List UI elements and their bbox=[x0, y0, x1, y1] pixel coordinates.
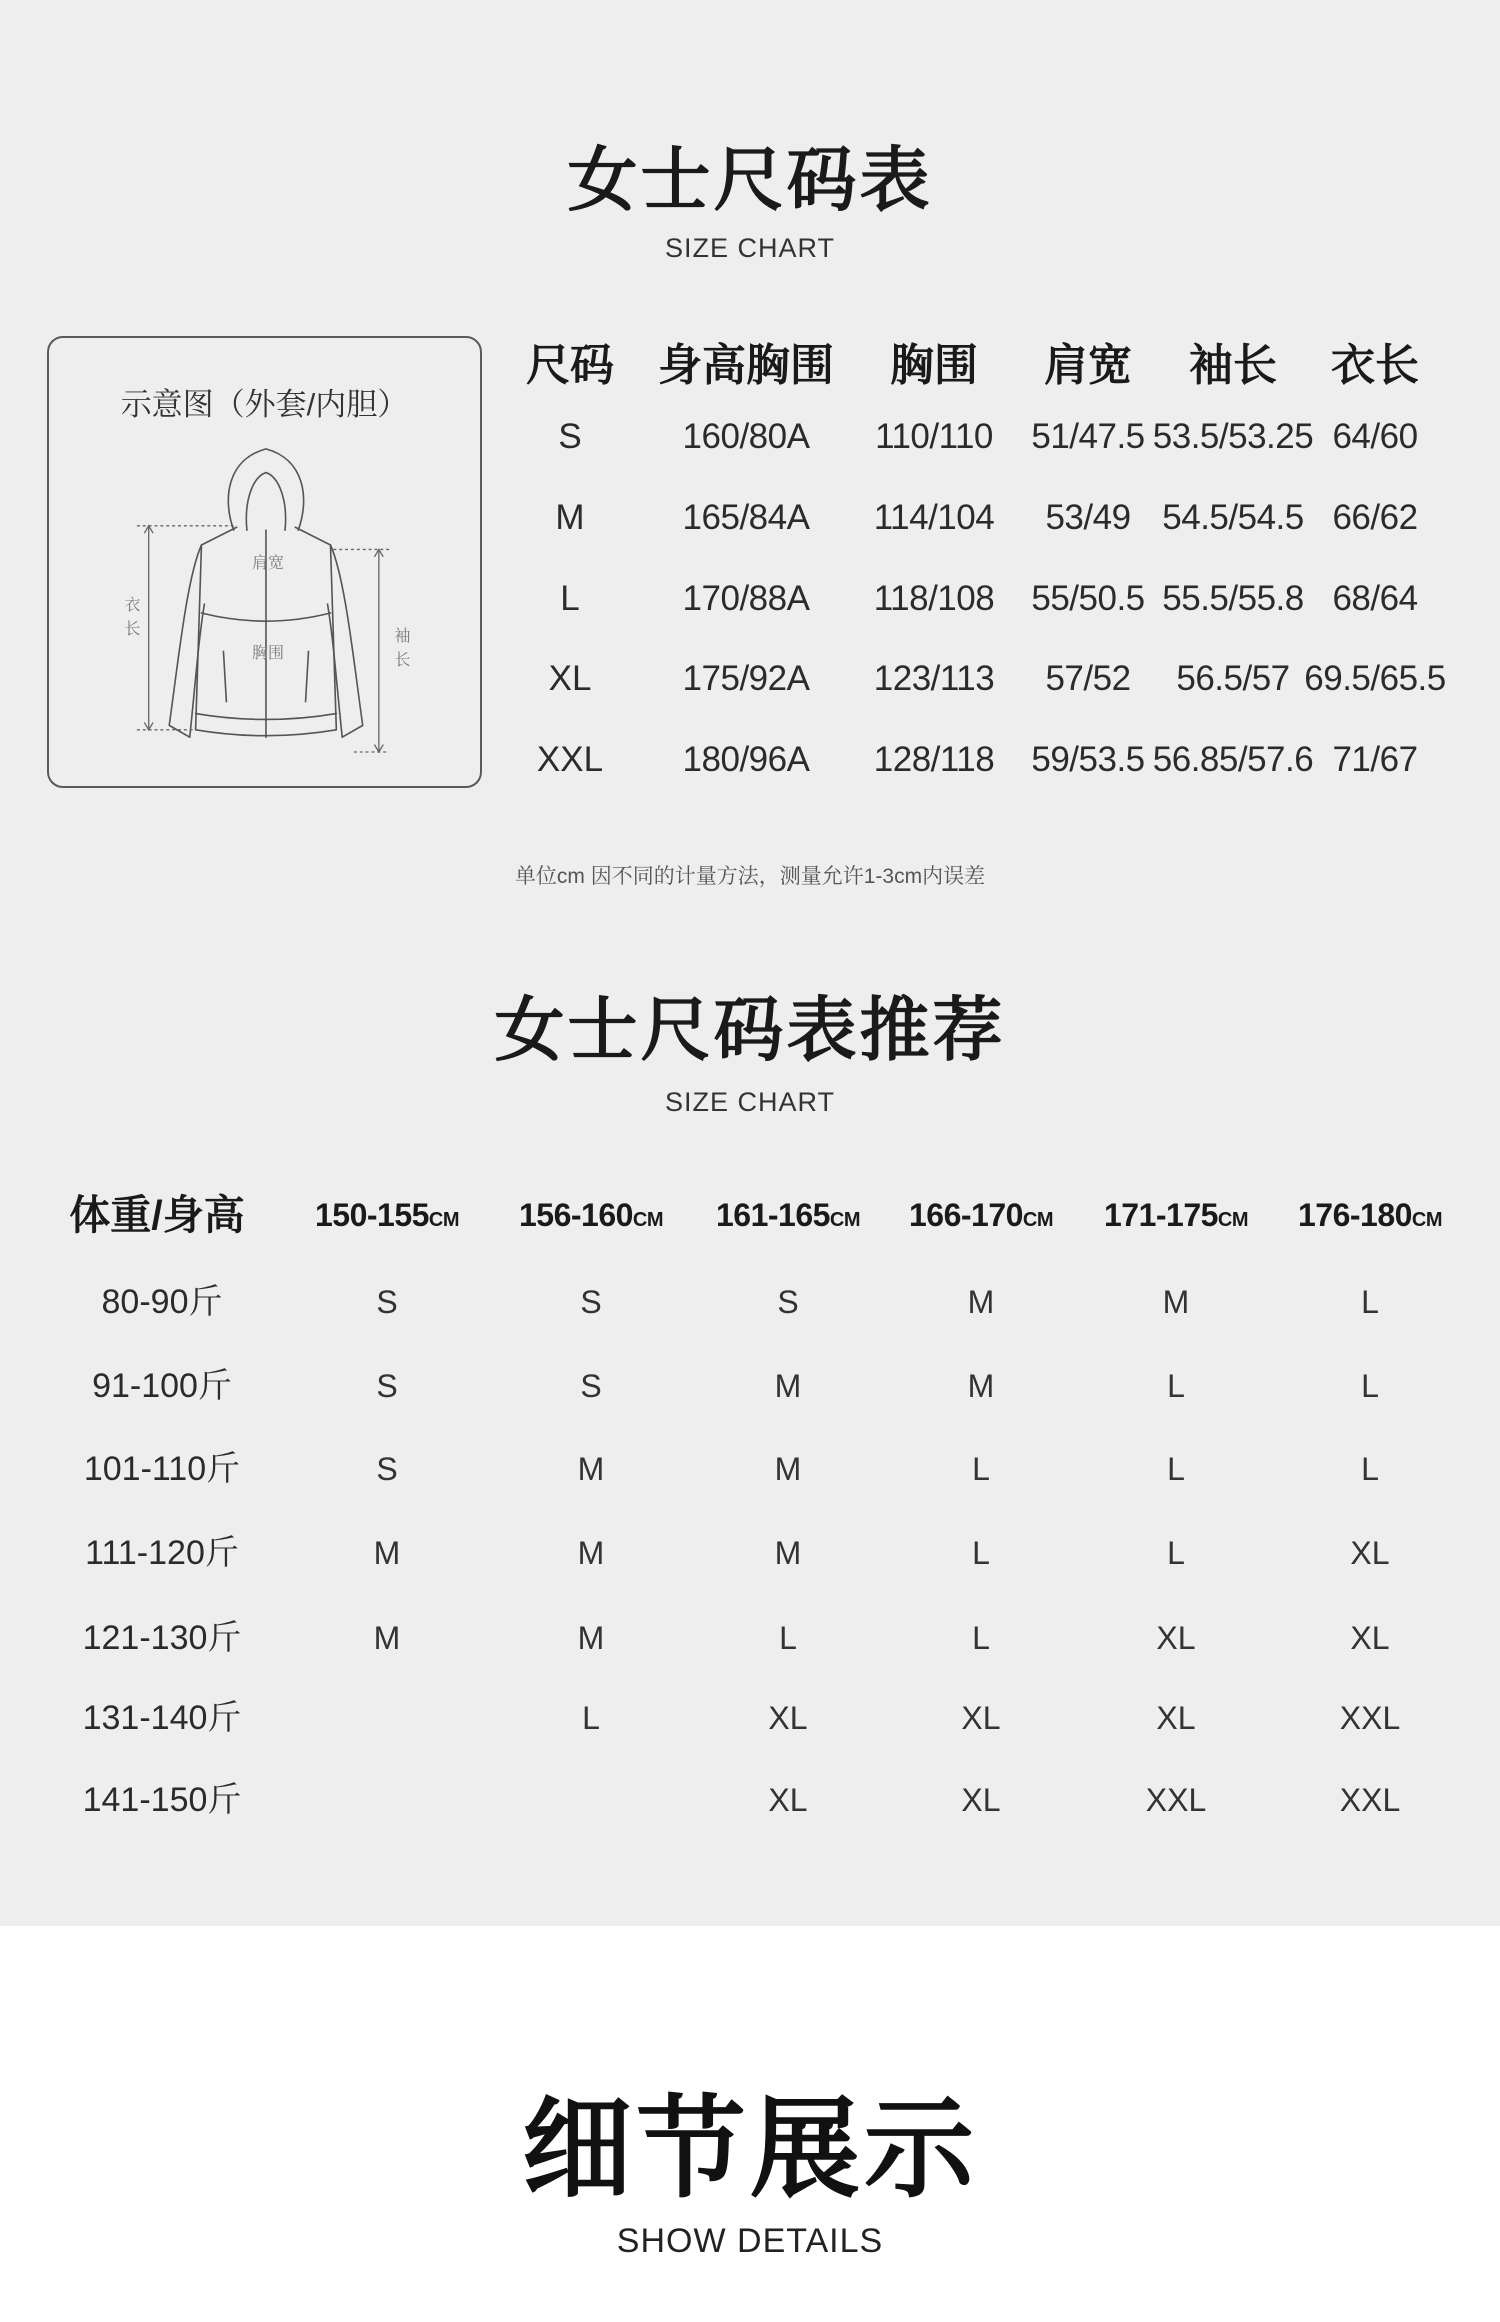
size-measurement: 54.5/54.5 bbox=[1162, 498, 1304, 537]
height-range-value: 176-180 bbox=[1297, 1197, 1412, 1233]
size-measurement: 51/47.5 bbox=[1031, 417, 1145, 456]
height-range-unit: CM bbox=[632, 1209, 664, 1231]
recommended-size: M bbox=[577, 1535, 605, 1571]
recommended-size: S bbox=[777, 1284, 799, 1320]
details-title: 细节展示 bbox=[522, 2088, 978, 2211]
size-measurement: 180/96A bbox=[682, 740, 810, 779]
size-measurement: 69.5/65.5 bbox=[1304, 659, 1446, 698]
height-range-unit: CM bbox=[1411, 1209, 1443, 1231]
size-measurement: 66/62 bbox=[1332, 498, 1418, 537]
height-range-unit: CM bbox=[428, 1209, 460, 1231]
size-chart-title: 女士尺码表 bbox=[567, 141, 933, 219]
recommended-size: S bbox=[580, 1368, 602, 1404]
size-measurement: 170/88A bbox=[682, 579, 810, 618]
recommended-size: XXL bbox=[1339, 1700, 1401, 1736]
size-measurement: 53.5/53.25 bbox=[1152, 417, 1314, 456]
height-range-unit: CM bbox=[829, 1209, 861, 1231]
size-measurement: 110/110 bbox=[875, 417, 993, 456]
recommend-subtitle: SIZE CHART bbox=[664, 1087, 836, 1117]
size-measurement: 59/53.5 bbox=[1031, 740, 1145, 779]
recommended-size: M bbox=[967, 1368, 995, 1404]
recommended-size: M bbox=[774, 1451, 802, 1487]
size-measurement: 56.5/57 bbox=[1176, 659, 1290, 698]
size-measurement: 128/118 bbox=[873, 740, 995, 779]
size-chart-column-header: 尺码 bbox=[526, 341, 614, 390]
recommended-size: M bbox=[774, 1535, 802, 1571]
height-range-value: 150-155 bbox=[314, 1197, 429, 1233]
size-label: L bbox=[560, 579, 580, 618]
weight-range-label: 131-140斤 bbox=[82, 1699, 242, 1737]
recommended-size: XL bbox=[768, 1700, 808, 1736]
size-chart-column-header: 胸围 bbox=[890, 341, 978, 390]
recommended-size: M bbox=[577, 1620, 605, 1656]
size-measurement: 56.85/57.6 bbox=[1152, 740, 1314, 779]
height-range-value: 171-175 bbox=[1103, 1197, 1218, 1233]
weight-height-header: 体重/身高 bbox=[69, 1192, 245, 1238]
weight-range-label: 111-120斤 bbox=[85, 1534, 239, 1572]
weight-range-label: 101-110斤 bbox=[83, 1450, 241, 1488]
recommended-size: XL bbox=[1156, 1700, 1196, 1736]
recommended-size: S bbox=[376, 1368, 398, 1404]
height-range-header bbox=[886, 1191, 1076, 1239]
recommended-size: L bbox=[779, 1620, 797, 1656]
recommended-size: S bbox=[580, 1284, 602, 1320]
recommended-size bbox=[516, 1778, 666, 1822]
size-measurement: 175/92A bbox=[682, 659, 810, 698]
chest-label: 胸围 bbox=[251, 645, 284, 662]
height-range-header bbox=[496, 1191, 686, 1239]
weight-range-label: 121-130斤 bbox=[82, 1619, 242, 1657]
height-range-unit: CM bbox=[1022, 1209, 1054, 1231]
height-range-header bbox=[292, 1191, 482, 1239]
recommended-size: XL bbox=[1156, 1620, 1196, 1656]
recommended-size: XL bbox=[768, 1782, 808, 1818]
recommended-size: L bbox=[1361, 1368, 1379, 1404]
diagram-caption: 示意图（外套/内胆） bbox=[120, 387, 409, 422]
sleeve-length-label: 袖长 bbox=[392, 627, 409, 675]
weight-range-label: 91-100斤 bbox=[92, 1367, 232, 1405]
recommended-size: L bbox=[972, 1451, 990, 1487]
recommended-size: XL bbox=[1350, 1620, 1390, 1656]
recommended-size: XXL bbox=[1339, 1782, 1401, 1818]
size-label: M bbox=[555, 498, 585, 537]
size-measurement: 160/80A bbox=[682, 417, 810, 456]
recommended-size: XXL bbox=[1145, 1782, 1207, 1818]
height-range-value: 166-170 bbox=[908, 1197, 1023, 1233]
recommended-size bbox=[312, 1696, 462, 1740]
size-measurement: 68/64 bbox=[1332, 579, 1418, 618]
size-measurement: 55.5/55.8 bbox=[1162, 579, 1304, 618]
height-range-unit: CM bbox=[1217, 1209, 1249, 1231]
recommended-size: XL bbox=[961, 1782, 1001, 1818]
size-measurement: 53/49 bbox=[1045, 498, 1131, 537]
recommended-size: M bbox=[774, 1368, 802, 1404]
recommended-size: L bbox=[1167, 1368, 1185, 1404]
body-length-label: 衣长 bbox=[122, 596, 139, 644]
recommended-size: M bbox=[373, 1535, 401, 1571]
recommended-size: S bbox=[376, 1451, 398, 1487]
size-measurement: 55/50.5 bbox=[1031, 579, 1145, 618]
recommended-size: L bbox=[1361, 1284, 1379, 1320]
recommended-size: L bbox=[1167, 1451, 1185, 1487]
height-range-value: 156-160 bbox=[518, 1197, 633, 1233]
height-range-header bbox=[1081, 1191, 1271, 1239]
size-chart-column-header: 肩宽 bbox=[1044, 341, 1132, 390]
recommended-size: L bbox=[972, 1535, 990, 1571]
recommended-size: L bbox=[1167, 1535, 1185, 1571]
recommend-title: 女士尺码表推荐 bbox=[494, 991, 1006, 1069]
recommended-size bbox=[312, 1778, 462, 1822]
measurement-note: 单位cm 因不同的计量方法，测量允许1-3cm内误差 bbox=[514, 865, 986, 888]
size-measurement: 123/113 bbox=[873, 659, 995, 698]
height-range-header bbox=[693, 1191, 883, 1239]
shoulder-width-label: 肩宽 bbox=[251, 555, 284, 572]
size-chart-column-header: 身高胸围 bbox=[658, 341, 834, 390]
recommended-size: L bbox=[1361, 1451, 1379, 1487]
recommended-size: L bbox=[972, 1620, 990, 1656]
size-measurement: 114/104 bbox=[873, 498, 995, 537]
weight-range-label: 141-150斤 bbox=[82, 1781, 242, 1819]
size-chart-subtitle: SIZE CHART bbox=[664, 233, 836, 263]
size-measurement: 165/84A bbox=[682, 498, 810, 537]
height-range-value: 161-165 bbox=[715, 1197, 830, 1233]
size-measurement: 71/67 bbox=[1332, 740, 1418, 779]
size-label: XL bbox=[548, 659, 592, 698]
recommended-size: M bbox=[373, 1620, 401, 1656]
weight-range-label: 80-90斤 bbox=[101, 1283, 223, 1321]
recommended-size: XL bbox=[1350, 1535, 1390, 1571]
recommended-size: L bbox=[582, 1700, 600, 1736]
details-subtitle: SHOW DETAILS bbox=[616, 2222, 884, 2260]
size-label: S bbox=[558, 417, 582, 456]
recommended-size: S bbox=[376, 1284, 398, 1320]
recommended-size: XL bbox=[961, 1700, 1001, 1736]
height-range-header bbox=[1275, 1191, 1465, 1239]
recommended-size: M bbox=[967, 1284, 995, 1320]
recommended-size: M bbox=[1162, 1284, 1190, 1320]
size-chart-column-header: 衣长 bbox=[1331, 341, 1419, 390]
size-measurement: 64/60 bbox=[1332, 417, 1418, 456]
size-measurement: 118/108 bbox=[873, 579, 995, 618]
recommended-size: M bbox=[577, 1451, 605, 1487]
size-measurement: 57/52 bbox=[1045, 659, 1131, 698]
size-label: XXL bbox=[536, 740, 604, 779]
size-chart-column-header: 袖长 bbox=[1189, 341, 1277, 390]
